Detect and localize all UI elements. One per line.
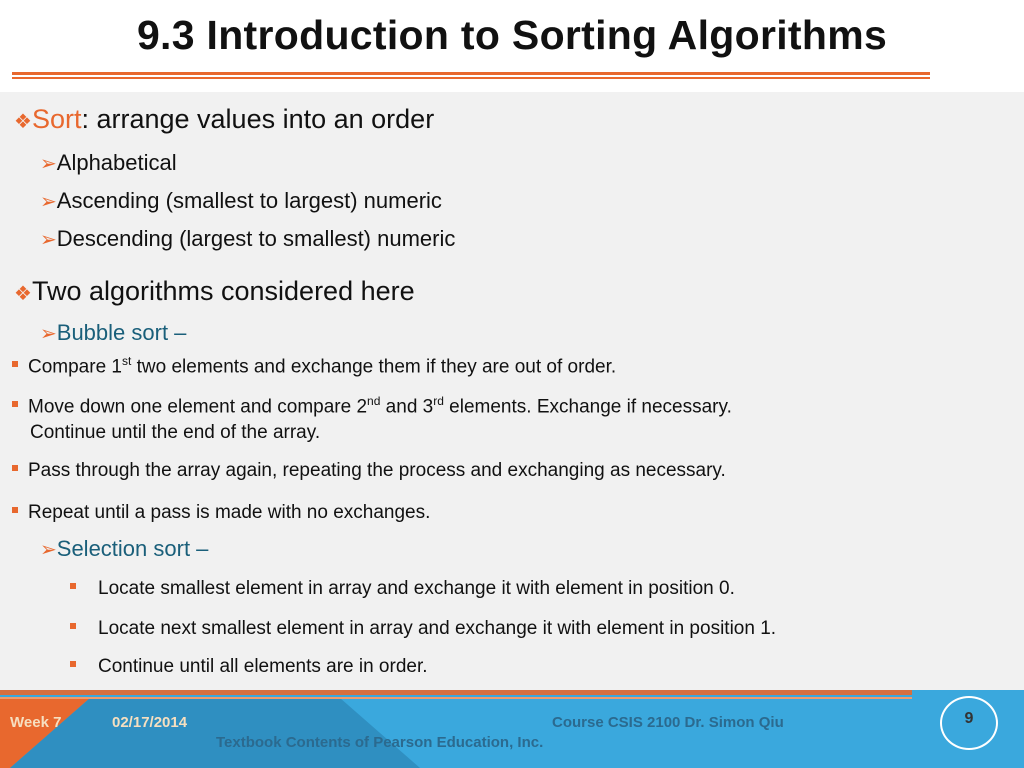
bubble-step-1 (12, 354, 616, 378)
selection-step-3 (70, 656, 428, 678)
selection-sort-heading (40, 536, 208, 562)
list-item-descending (40, 226, 455, 252)
bubble-step-2 (12, 394, 732, 418)
step-text: elements. Exchange if necessary. (443, 396, 732, 418)
arrow-bullet-icon: ➢ (40, 153, 57, 175)
list-item-label: Alphabetical (56, 150, 177, 175)
title-underline-thin (12, 77, 930, 79)
diamond-bullet-icon: ❖ (14, 111, 32, 133)
bubble-sort-heading (40, 320, 186, 346)
arrow-bullet-icon: ➢ (40, 323, 57, 345)
title-area (0, 0, 1024, 92)
square-bullet-icon (70, 583, 76, 589)
square-bullet-icon (70, 623, 76, 629)
step-text: two elements and exchange them if they are out of order. (131, 356, 617, 378)
page-number: 9 (964, 710, 974, 727)
diamond-bullet-icon: ❖ (14, 283, 32, 305)
footer-textbook: Textbook Contents of Pearson Education, Inc. (216, 734, 544, 751)
square-bullet-icon (12, 507, 18, 513)
title-underline (12, 72, 930, 75)
bubble-step-2-continued: Continue until the end of the array. (30, 422, 321, 443)
step-text: Move down one element and compare 2 (28, 396, 368, 418)
step-text: Repeat until a pass is made with no exchanges. (28, 502, 431, 523)
step-text: Locate next smallest element in array and exchange it with element in position 1. (98, 618, 777, 639)
square-bullet-icon (12, 401, 18, 407)
footer-date: 02/17/2014 (112, 714, 188, 731)
slide-footer (0, 690, 1024, 768)
page-number-badge (940, 696, 998, 750)
step-text: Pass through the array again, repeating the process and exchanging as necessary. (28, 460, 726, 481)
bullet-two-algorithms (14, 276, 415, 307)
footer-course: Course CSIS 2100 Dr. Simon Qiu (552, 714, 784, 731)
list-item-label: Descending (largest to smallest) numeric (56, 226, 456, 251)
superscript: st (122, 354, 132, 368)
heading-label: Bubble sort – (56, 320, 187, 345)
bullet-sort (14, 104, 434, 135)
square-bullet-icon (12, 465, 18, 471)
slide-content (0, 92, 1024, 690)
step-text: and 3 (380, 396, 434, 418)
list-item-label: Ascending (smallest to largest) numeric (56, 188, 442, 213)
slide-title: 9.3 Introduction to Sorting Algorithms (136, 12, 888, 58)
square-bullet-icon (12, 361, 18, 367)
list-item-alphabetical (40, 150, 177, 176)
superscript: rd (433, 394, 444, 408)
heading-label: Selection sort – (56, 536, 209, 561)
square-bullet-icon (70, 661, 76, 667)
arrow-bullet-icon: ➢ (40, 539, 57, 561)
footer-week: Week 7 (10, 714, 62, 731)
list-item-ascending (40, 188, 442, 214)
step-text: Locate smallest element in array and exchange it with element in position 0. (98, 578, 735, 599)
arrow-bullet-icon: ➢ (40, 191, 57, 213)
sort-definition: : arrange values into an order (81, 104, 435, 134)
step-text: Compare 1 (28, 356, 122, 378)
bubble-step-4 (12, 502, 430, 524)
bubble-step-3 (12, 460, 726, 482)
superscript: nd (367, 394, 381, 408)
step-text: Continue until all elements are in order. (98, 656, 428, 677)
arrow-bullet-icon: ➢ (40, 229, 57, 251)
selection-step-2 (70, 618, 776, 640)
bullet-label: Two algorithms considered here (31, 276, 415, 306)
selection-step-1 (70, 578, 735, 600)
sort-term: Sort (31, 104, 82, 134)
